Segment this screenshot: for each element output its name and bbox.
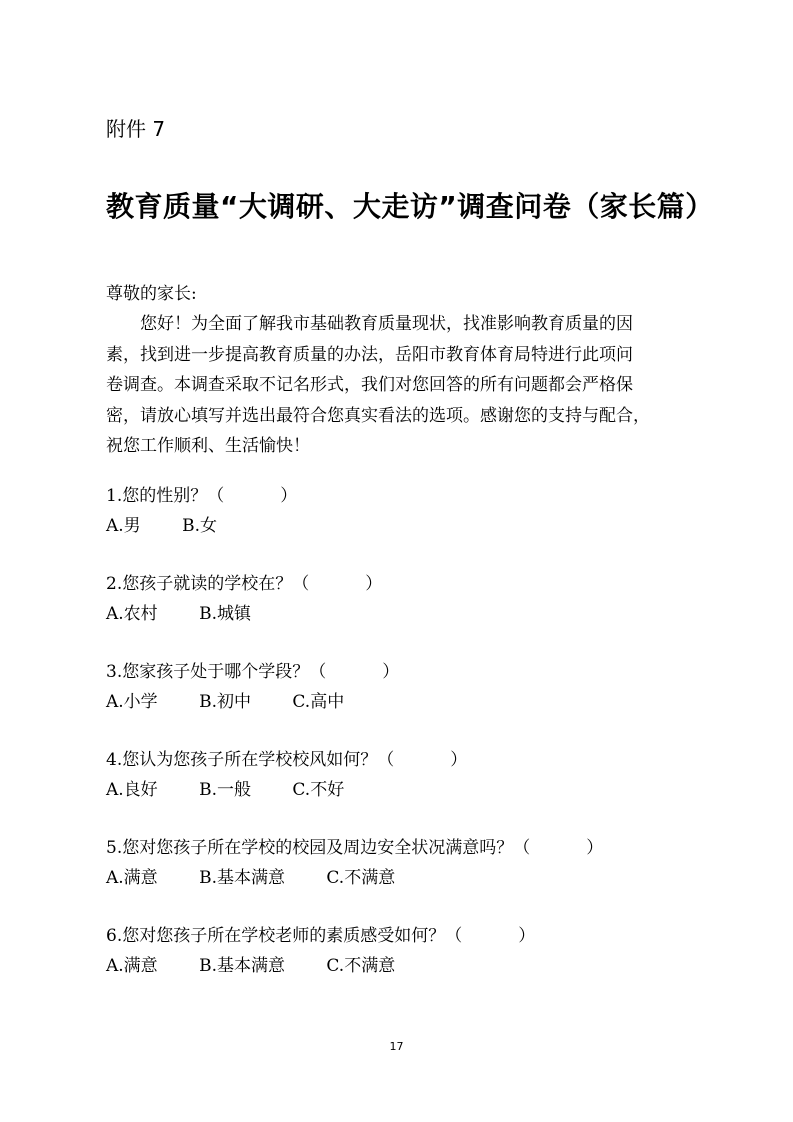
question-text <box>106 833 706 863</box>
option[interactable]: C.不满意 <box>326 868 396 888</box>
intro-line: 您好！为全面了解我市基础教育质量现状，找准影响教育质量的因 <box>140 314 633 334</box>
page-number: 17 <box>389 1040 404 1053</box>
question-close-paren: ） <box>382 662 400 682</box>
option[interactable]: A.农村 <box>106 604 158 624</box>
option[interactable]: A.满意 <box>106 956 158 976</box>
question-close-paren: ） <box>586 838 604 858</box>
question-prompt: 3.您家孩子处于哪个学段？（ <box>106 662 327 682</box>
option[interactable]: C.高中 <box>292 692 345 712</box>
option[interactable]: A.满意 <box>106 868 158 888</box>
question-prompt: 4.您认为您孩子所在学校校风如何？（ <box>106 750 395 770</box>
intro-line: 祝您工作顺利、生活愉快！ <box>106 436 310 456</box>
question-text <box>106 745 706 775</box>
question-3 <box>106 657 706 717</box>
question-6 <box>106 921 706 981</box>
option[interactable]: A.小学 <box>106 692 158 712</box>
salutation: 尊敬的家长: <box>106 284 197 304</box>
question-5 <box>106 833 706 893</box>
option[interactable]: B.城镇 <box>199 604 251 624</box>
question-options <box>106 687 706 717</box>
question-close-paren: ） <box>280 486 298 506</box>
question-text <box>106 569 706 599</box>
question-close-paren: ） <box>450 750 468 770</box>
attachment-label: 附件 7 <box>106 117 166 141</box>
question-text <box>106 657 706 687</box>
question-options <box>106 951 706 981</box>
question-options <box>106 599 706 629</box>
question-prompt: 5.您对您孩子所在学校的校园及周边安全状况满意吗？（ <box>106 838 531 858</box>
intro-line: 素，找到进一步提高教育质量的办法，岳阳市教育体育局特进行此项问 <box>106 344 633 365</box>
question-2 <box>106 569 706 629</box>
question-4 <box>106 745 706 805</box>
option[interactable]: B.初中 <box>199 692 251 712</box>
question-options <box>106 511 706 541</box>
question-text <box>106 921 706 951</box>
option[interactable]: B.基本满意 <box>199 868 285 888</box>
option[interactable]: B.基本满意 <box>199 956 285 976</box>
question-prompt: 2.您孩子就读的学校在？（ <box>106 574 310 594</box>
intro-paragraph <box>106 309 692 462</box>
option[interactable]: A.男 <box>106 516 141 536</box>
question-prompt: 6.您对您孩子所在学校老师的素质感受如何？（ <box>106 926 463 946</box>
question-options <box>106 775 706 805</box>
question-1 <box>106 481 706 541</box>
question-close-paren: ） <box>518 926 536 946</box>
option[interactable]: C.不满意 <box>326 956 396 976</box>
document-title: 教育质量“大调研、大走访”调查问卷（家长篇） <box>106 190 714 223</box>
question-options <box>106 863 706 893</box>
option[interactable]: C.不好 <box>292 780 345 800</box>
question-prompt: 1.您的性别？（ <box>106 486 225 506</box>
question-text <box>106 481 706 511</box>
intro-line: 卷调查。本调查采取不记名形式，我们对您回答的所有问题都会严格保 <box>106 375 633 395</box>
intro-line: 密，请放心填写并选出最符合您真实看法的选项。感谢您的支持与配合， <box>106 405 650 426</box>
option[interactable]: A.良好 <box>106 780 158 800</box>
question-close-paren: ） <box>365 574 383 594</box>
option[interactable]: B.女 <box>182 516 217 536</box>
option[interactable]: B.一般 <box>199 780 251 800</box>
